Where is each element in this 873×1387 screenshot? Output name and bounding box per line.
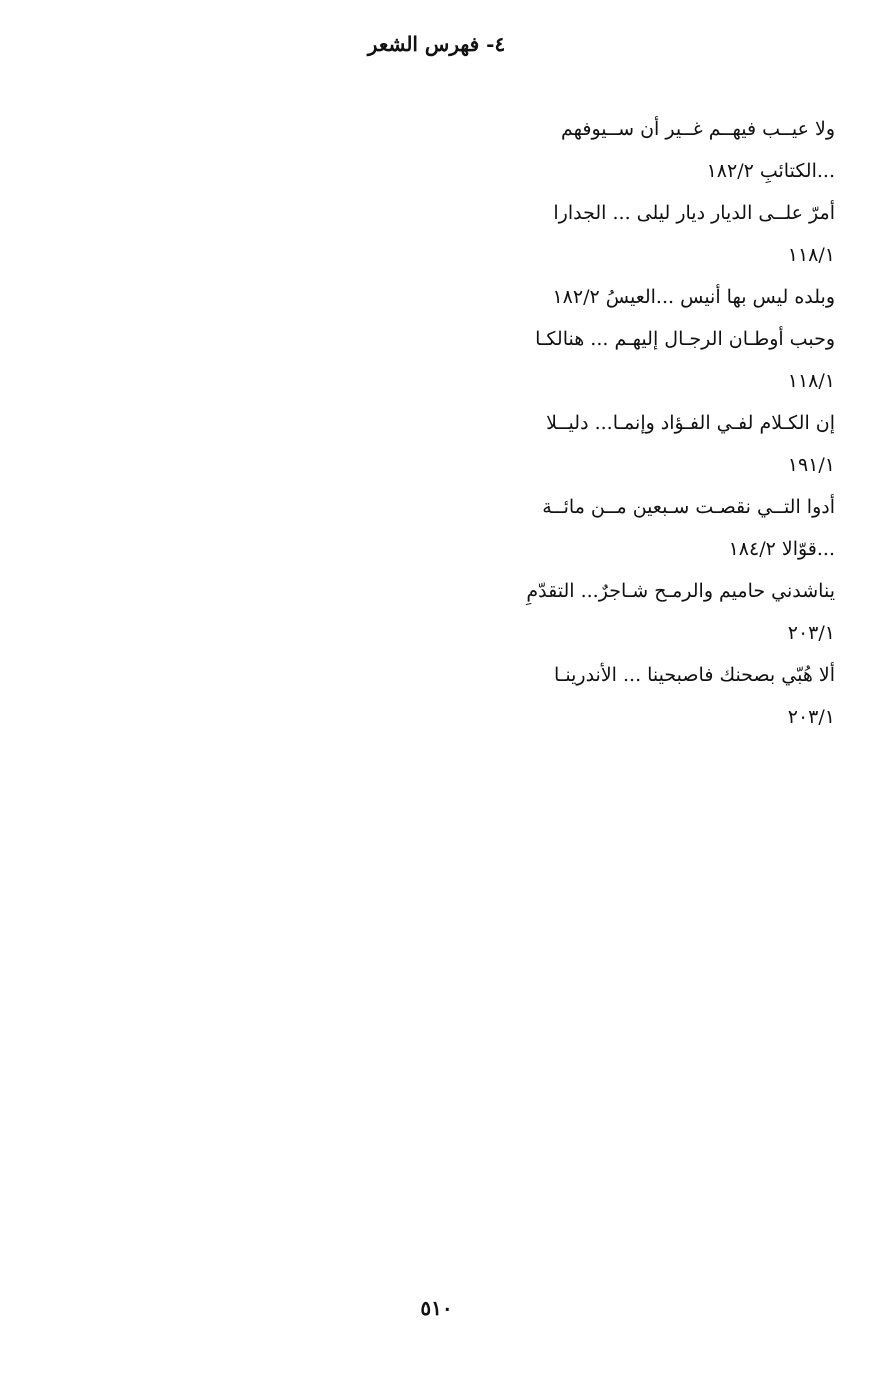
poem-entry-reference: ٢٠٣/١ [787, 706, 835, 728]
poem-entry-line: وحبب أوطـان الرجـال إليهـم ... هنالكـا [535, 328, 835, 350]
poem-entry-line: أدوا التــي نقصـت سـبعين مــن مائــة [542, 496, 835, 518]
poem-entry-reference: ...قوّالا ١٨٤/٢ [728, 538, 835, 560]
poem-entry-line: أمرّ علــى الديار ديار ليلى ... الجدارا [553, 202, 835, 224]
poetry-index-list [455, 108, 835, 738]
poem-entry-line: ألا هُبّي بصحنك فاصبحينا ... الأندرينـا [554, 664, 835, 686]
page-number: ٥١٠ [420, 1296, 453, 1320]
poem-entry-reference: ١٩١/١ [787, 454, 835, 476]
section-title: ٤- فهرس الشعر [367, 32, 506, 56]
poem-entry-line: وبلده ليس بها أنيس ...العيسُ ١٨٢/٢ [552, 286, 835, 308]
poem-entry-reference: ١١٨/١ [787, 244, 835, 266]
poem-entry-line: إن الكـلام لفـي الفـؤاد وإنمـا... دليــلا [546, 412, 835, 434]
poem-entry-line: ولا عيــب فيهــم غــير أن ســيوفهم [560, 118, 835, 140]
poem-entry-line: يناشدني حاميم والرمـح شـاجرٌ... التقدّمِ [526, 580, 835, 602]
poem-entry-reference: ١١٨/١ [787, 370, 835, 392]
poem-entry-reference: ...الكتائبِ ١٨٢/٢ [706, 160, 835, 182]
poem-entry-reference: ٢٠٣/١ [787, 622, 835, 644]
